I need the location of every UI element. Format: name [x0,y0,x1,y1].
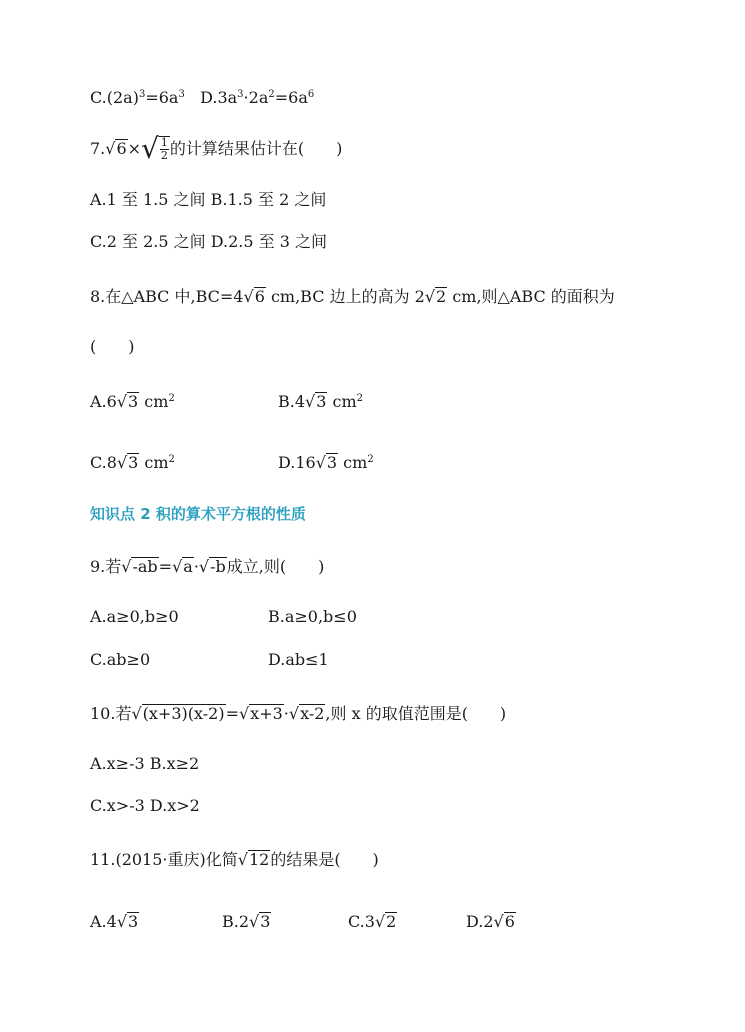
question-7: 7.√6×√ $\frac{1}{2}$ 的计算结果估计在( ) [90,132,343,165]
q6-options-cd: $C.(2a)^3=6a^3$ $D.3a^3\cdot 2a^2=6a^6$ [90,88,315,107]
q10-options-cd: C.x>-3 D.x>2 [90,796,200,815]
q7-options-ab: A.1 至 1.5 之间 B.1.5 至 2 之间 [90,190,327,209]
question-11: 11.(2015·重庆)化简√12的结果是( ) [90,850,379,869]
q11-option-a: A.4√3 [90,912,139,931]
sqrt-half: √ $\frac{1}{2}$ [141,132,168,165]
q8-option-d: D.16√3 $cm^2$ [278,453,374,472]
q8-option-b: B.4√3 $cm^2$ [278,392,364,411]
question-9: 9.若√-ab=√a·√-b成立,则( ) [90,557,325,576]
q10-options-ab: A.x≥-3 B.x≥2 [90,754,200,773]
q8-answer-paren: ( ) [90,337,135,356]
q11-option-b: B.2√3 [222,912,271,931]
q9-option-d: D.ab≤1 [268,650,329,669]
q8-option-a: A.6√3 $cm^2$ [90,392,175,411]
question-10: 10.若√(x+3)(x-2)=√x+3·√x-2,则 x 的取值范围是( ) [90,704,507,723]
sqrt-2: √2 [424,287,447,306]
q11-option-d: D.2√6 [466,912,515,931]
q11-option-c: C.3√2 [348,912,397,931]
question-8: 8.在△ABC 中,BC=4√6 cm,BC 边上的高为 2√2 cm,则△ABC 的面积为 [90,285,615,309]
q8-option-c: C.8√3 $cm^2$ [90,453,175,472]
q9-option-a: A.a≥0,b≥0 [90,607,179,626]
sqrt-6: √6 [105,139,127,158]
section-heading: 知识点 2 积的算术平方根的性质 [90,505,306,523]
q9-option-b: B.a≥0,b≤0 [268,607,357,626]
q9-option-c: C.ab≥0 [90,650,151,669]
q7-options-cd: C.2 至 2.5 之间 D.2.5 至 3 之间 [90,232,327,251]
sqrt-6: √6 [243,287,265,306]
